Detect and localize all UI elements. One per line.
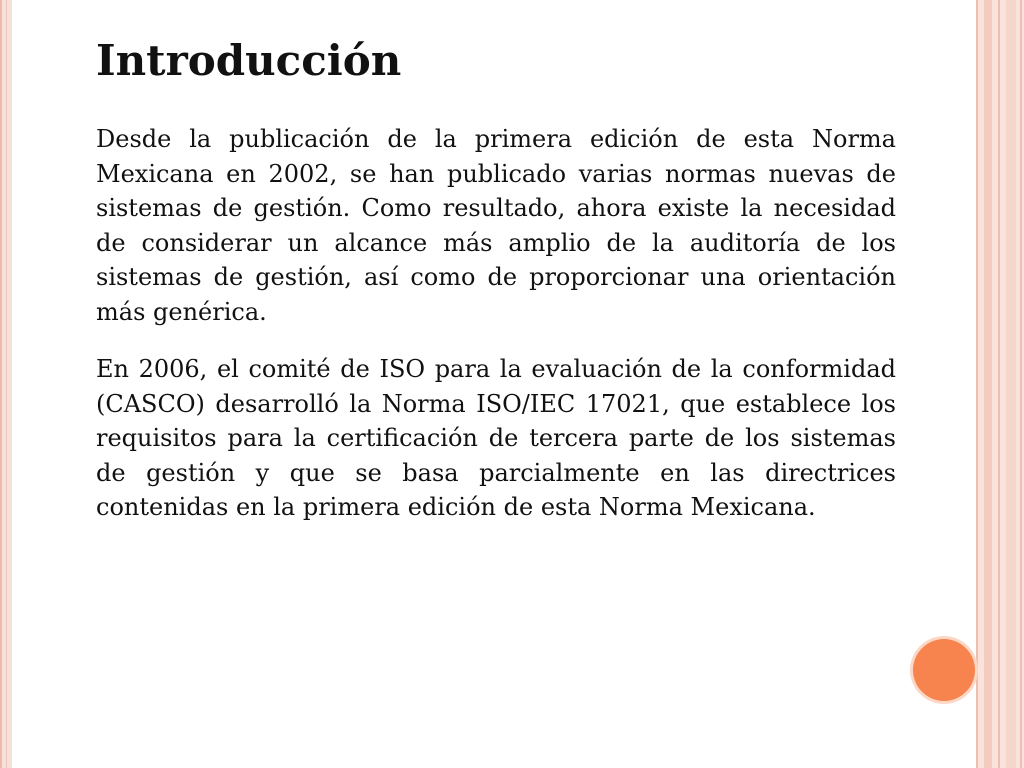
slide-body <box>96 122 896 548</box>
paragraph-1: Desde la publicación de la primera edición de esta Norma Mexicana en 2002, se han publicado varias normas nuevas de sistemas de gestión. Como resultado, ahora existe la necesidad de considerar un alcance más amplio de la auditoría de los sistemas de gestión, así como de proporcionar una orientación más genérica. <box>96 125 896 326</box>
decorative-circle <box>913 639 975 701</box>
slide-title: Introducción <box>96 36 402 85</box>
left-decorative-border <box>0 0 12 768</box>
paragraph-2: En 2006, el comité de ISO para la evaluación de la conformidad (CASCO) desarrolló la Norma ISO/IEC 17021, que establece los requisitos para la certificación de tercera parte de los sistemas de gestión y que se basa parcialmente en las directrices contenidas en la primera edición de esta Norma Mexicana. <box>96 355 896 521</box>
right-decorative-border <box>976 0 1024 768</box>
